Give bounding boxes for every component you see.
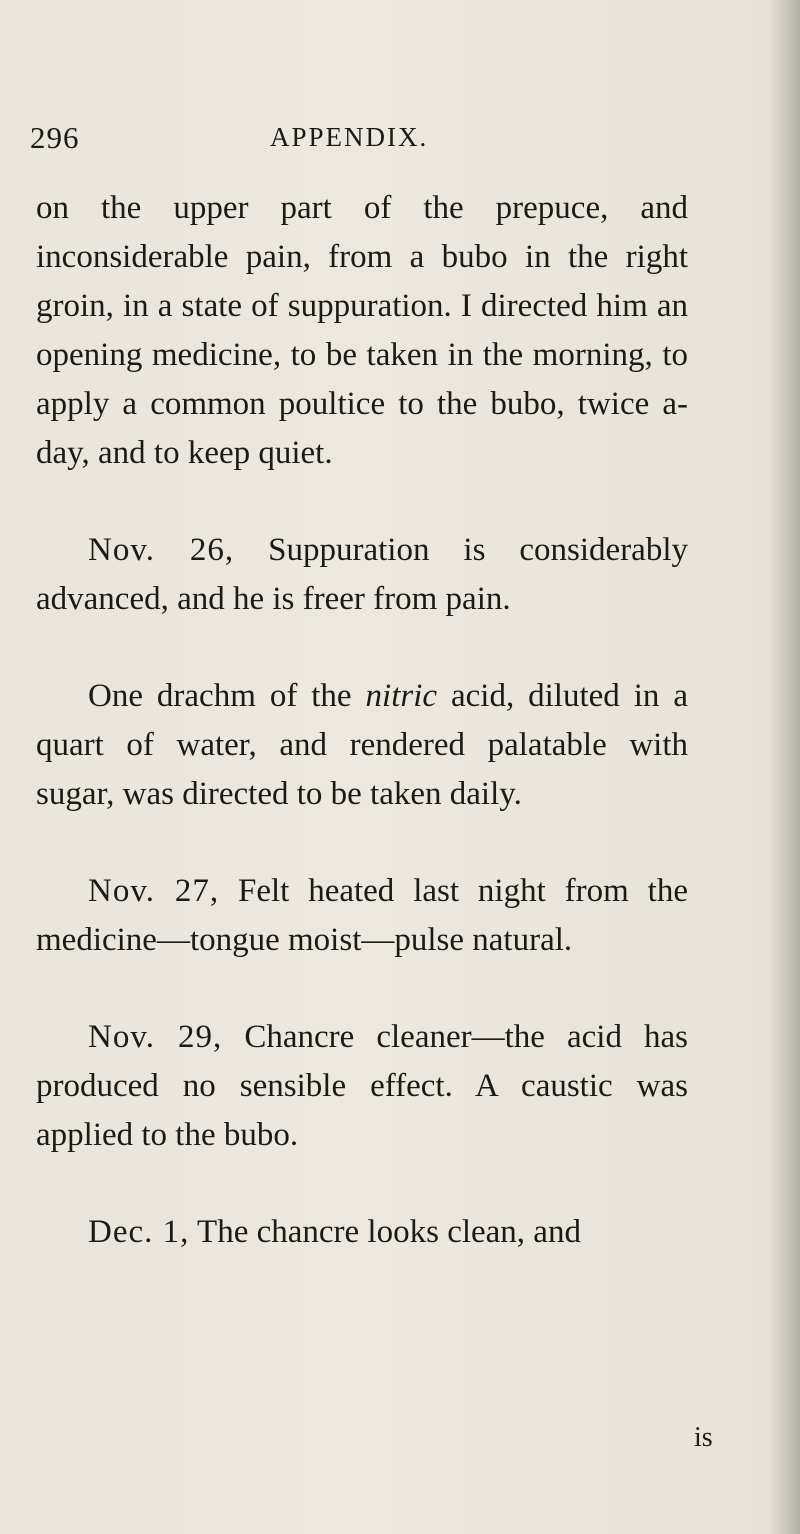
paragraph-prescription: [36, 672, 688, 819]
catchword: is: [694, 1422, 713, 1453]
entry-text: Felt heated last night from the medicine—tongue moist—pulse natural.: [36, 873, 688, 958]
entry-text: The chancre looks clean, and: [197, 1214, 581, 1250]
entry-date: Dec. 1,: [88, 1214, 190, 1250]
paragraph-text-before: One drachm of the: [88, 678, 352, 714]
entry-text: Suppuration is considerably advanced, and he is freer from pain.: [36, 532, 688, 617]
paragraph-text-after: acid, diluted in a quart of water, and rendered palatable with sugar, was directed to be taken daily.: [36, 678, 689, 812]
entry-date: Nov. 27,: [88, 873, 220, 909]
page-gutter-shadow: [768, 0, 800, 1534]
italic-term: nitric: [365, 678, 438, 714]
body-text: [36, 184, 688, 1305]
entry-nov-27: [36, 867, 688, 965]
entry-date: Nov. 26,: [88, 532, 235, 568]
entry-text: Chancre cleaner—the acid has produced no sensible effect. A caustic was applied to the bubo.: [36, 1019, 688, 1153]
entry-nov-26: [36, 526, 688, 624]
running-head: APPENDIX.: [270, 122, 429, 152]
paragraph-continuation: [36, 184, 688, 478]
entry-date: Nov. 29,: [88, 1019, 223, 1055]
entry-nov-29: [36, 1013, 688, 1160]
page-number: 296: [30, 120, 80, 155]
page-header: [30, 120, 700, 166]
entry-dec-1: [36, 1208, 688, 1257]
paragraph-text: on the upper part of the prepuce, and inconsiderable pain, from a bubo in the right groin, in a state of suppuration. I directed him an opening medicine, to be taken in the morning, to apply a common poultice to the bubo, twice a-day, and to keep quiet.: [36, 190, 688, 471]
